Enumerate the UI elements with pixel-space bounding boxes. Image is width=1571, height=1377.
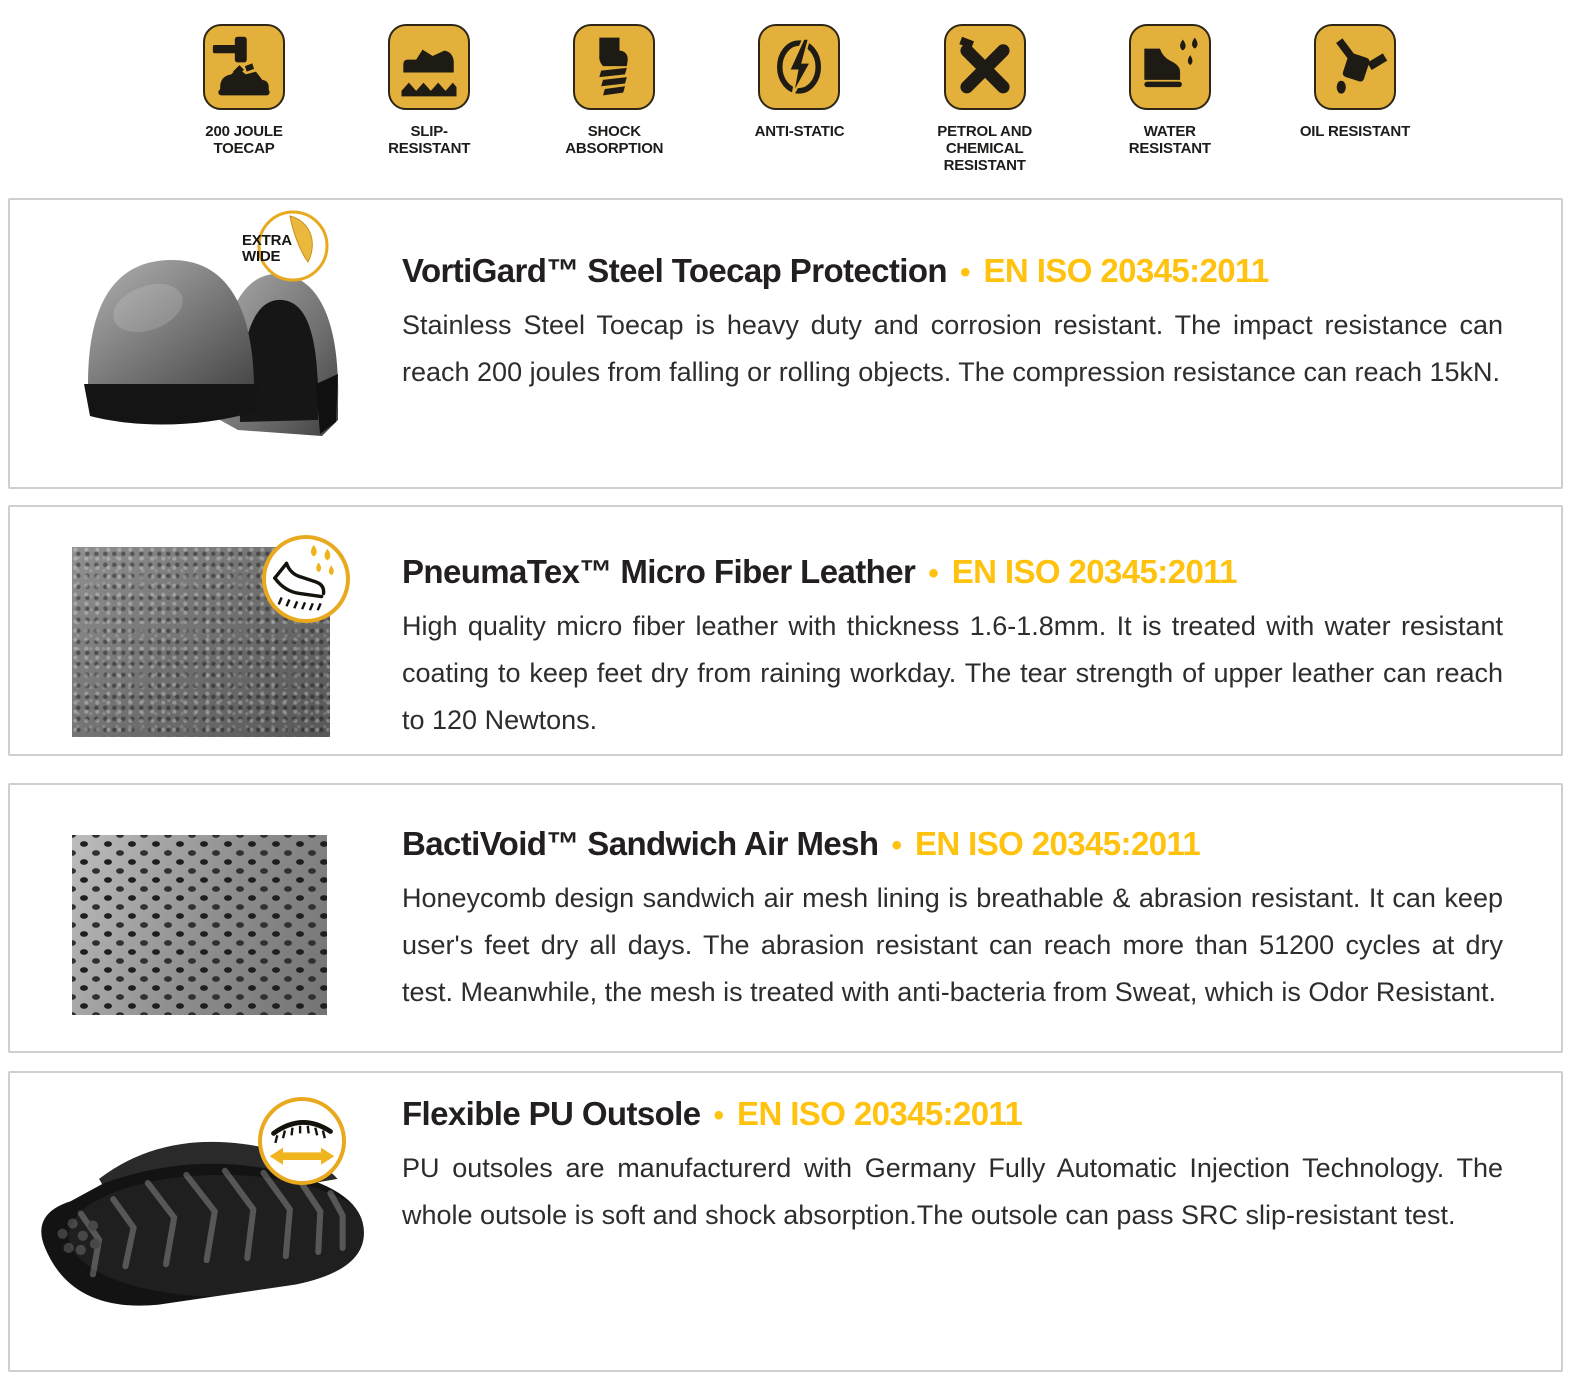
section-steel-toecap	[8, 198, 1563, 489]
section-body: Honeycomb design sandwich air mesh lining is breathable & abrasion resistant. It can keep user's feet dry all days. The abrasion resistant can reach more than 51200 cycles at dry test. Meanwhile, the mesh is treated with anti-bacteria from Sweat, which is Odor Resistant.	[402, 883, 1503, 1007]
icon-label: OIL RESISTANT	[1299, 123, 1411, 140]
icon-label: PETROL AND CHEMICAL RESISTANT	[937, 123, 1032, 174]
shock-absorption-icon	[573, 24, 655, 110]
icon-label: ANTI-STATIC	[754, 123, 845, 140]
standard-label: EN ISO 20345:2011	[983, 252, 1269, 289]
section-pu-outsole	[8, 1071, 1563, 1372]
certification-icons-row	[0, 0, 1571, 190]
section-title: Flexible PU Outsole	[402, 1095, 701, 1132]
section-sandwich-air-mesh	[8, 783, 1563, 1053]
sandwich-air-mesh-photo	[72, 835, 327, 1015]
feature-slip-resistant	[353, 24, 505, 190]
water-resistant-icon	[1129, 24, 1211, 110]
icon-label: 200 JOULE TOECAP	[205, 123, 283, 157]
feature-oil-resistant	[1279, 24, 1431, 190]
section-body: High quality micro fiber leather with thickness 1.6-1.8mm. It is treated with water resistant coating to keep feet dry from raining workday. The tear strength of upper leather can reach to 120 Newtons.	[402, 611, 1503, 735]
flexible-sole-badge	[258, 1097, 346, 1185]
flex-arrow-icon	[264, 1103, 340, 1179]
feature-anti-static	[723, 24, 875, 190]
section-micro-fiber-leather	[8, 505, 1563, 756]
section-body: PU outsoles are manufacturerd with Germany Fully Automatic Injection Technology. The whole outsole is soft and shock absorption.The outsole can pass SRC slip-resistant test.	[402, 1153, 1503, 1230]
feature-water-resistant	[1094, 24, 1246, 190]
icon-label: SLIP-RESISTANT	[388, 123, 471, 157]
section-title: VortiGard™ Steel Toecap Protection	[402, 252, 947, 289]
feature-petrol-chemical-resistant	[909, 24, 1061, 190]
bullet-separator: •	[959, 256, 971, 289]
extra-wide-badge	[238, 206, 338, 290]
icon-label: SHOCK ABSORPTION	[565, 123, 664, 157]
feature-shock-absorption	[538, 24, 690, 190]
slip-resistant-icon	[388, 24, 470, 110]
mesh-media	[10, 785, 402, 1051]
standard-label: EN ISO 20345:2011	[914, 825, 1201, 862]
outsole-media	[10, 1073, 402, 1370]
icon-label: WATER RESISTANT	[1128, 123, 1211, 157]
section-body: Stainless Steel Toecap is heavy duty and corrosion resistant. The impact resistance can reach 200 joules from falling or rolling objects. The compression resistance can reach 15kN.	[402, 310, 1503, 387]
bullet-separator: •	[891, 829, 902, 862]
steel-toecap-media	[10, 200, 402, 487]
section-title: BactiVoid™ Sandwich Air Mesh	[402, 825, 879, 862]
toecap-impact-icon	[203, 24, 285, 110]
feature-200-joule-toecap	[168, 24, 320, 190]
extra-wide-label: EXTRA WIDE	[242, 232, 292, 265]
anti-static-icon	[758, 24, 840, 110]
bullet-separator: •	[713, 1099, 725, 1132]
bullet-separator: •	[928, 557, 939, 590]
standard-label: EN ISO 20345:2011	[737, 1095, 1023, 1132]
oil-resistant-icon	[1314, 24, 1396, 110]
standard-label: EN ISO 20345:2011	[951, 553, 1237, 590]
section-title: PneumaTex™ Micro Fiber Leather	[402, 553, 916, 590]
petrol-chemical-icon	[944, 24, 1026, 110]
water-resistant-badge	[262, 535, 350, 623]
leather-media	[10, 507, 402, 754]
water-drops-shoe-icon	[268, 541, 344, 617]
